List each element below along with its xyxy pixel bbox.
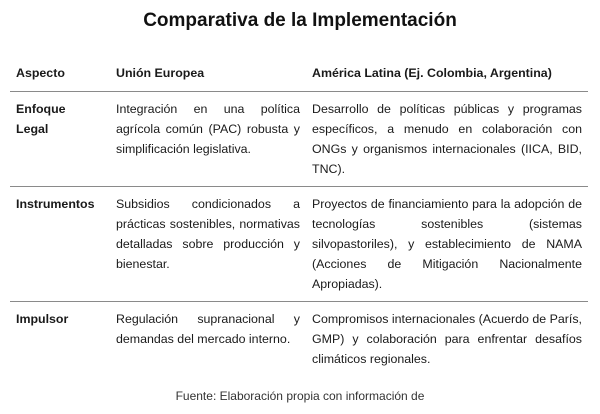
row-latam: Desarrollo de políticas públicas y programas específicos, a menudo en colaboración con ONGs y organismos internacionales (IICA, BID, TNC).	[306, 92, 588, 187]
row-aspect: Enfoque Legal	[10, 92, 110, 187]
table-row	[10, 92, 588, 187]
header-latam: América Latina (Ej. Colombia, Argentina)	[306, 52, 588, 92]
table-header-row	[10, 52, 588, 92]
source-note: Fuente: Elaboración propia con información de	[175, 389, 425, 403]
header-aspect: Aspecto	[10, 52, 110, 92]
row-eu: Subsidios condicionados a prácticas sostenibles, normativas detalladas sobre producción y bienestar.	[110, 187, 306, 302]
table-row	[10, 187, 588, 302]
row-eu: Integración en una política agrícola común (PAC) robusta y simplificación legislativa.	[110, 92, 306, 187]
page-title: Comparativa de la Implementación	[143, 10, 457, 31]
row-aspect: Instrumentos	[10, 187, 110, 302]
comparison-table	[10, 52, 588, 376]
row-eu: Regulación supranacional y demandas del mercado interno.	[116, 312, 300, 346]
row-latam: Compromisos internacionales (Acuerdo de París, GMP) y colaboración para enfrentar desafíos climáticos regionales.	[312, 312, 582, 366]
header-eu: Unión Europea	[110, 52, 306, 92]
table-row	[10, 302, 588, 377]
row-aspect: Impulsor	[16, 312, 69, 326]
row-latam: Proyectos de financiamiento para la adopción de tecnologías sostenibles (sistemas silvopastoriles), y establecimiento de NAMA (Acciones de Mitigación Nacionalmente Apropiadas).	[306, 187, 588, 302]
